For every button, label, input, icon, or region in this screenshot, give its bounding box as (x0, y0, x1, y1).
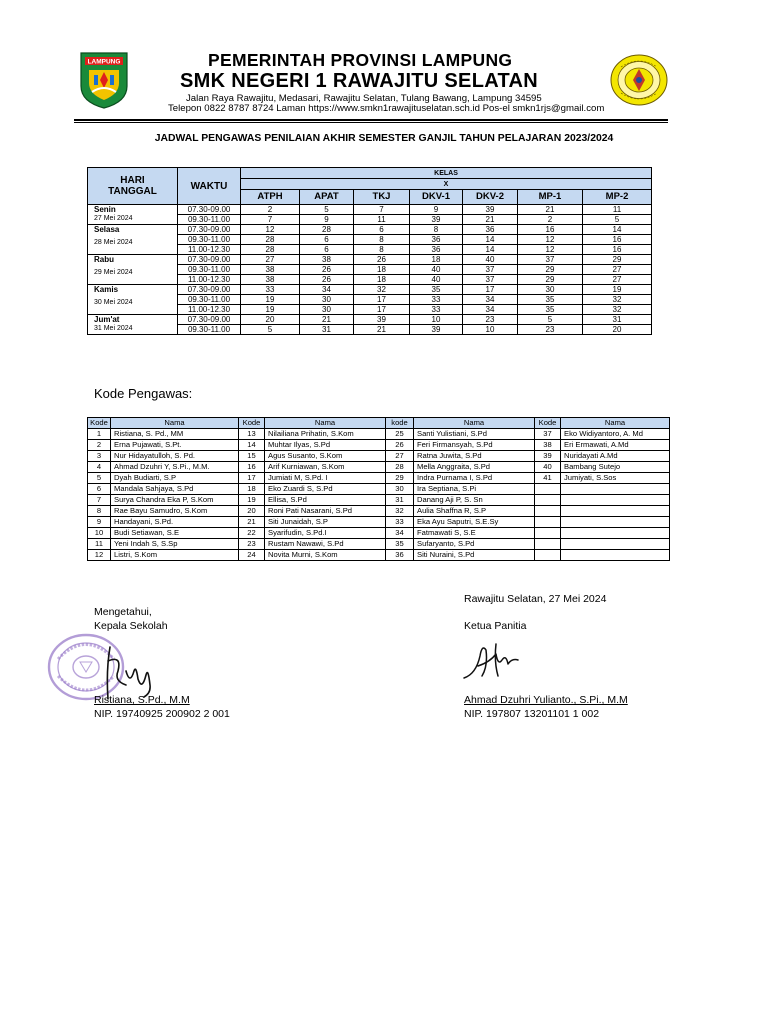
pengawas-name: Surya Chandra Eka P, S.Kom (111, 495, 239, 506)
schedule-body (88, 205, 652, 335)
header-government-name: PEMERINTAH PROVINSI LAMPUNG (208, 50, 513, 70)
code-cell: 30 (300, 305, 354, 315)
time-cell: 09.30-11.00 (178, 325, 241, 335)
pengawas-code: 17 (239, 473, 265, 484)
day-cell (88, 205, 178, 225)
schedule-table (87, 167, 652, 335)
pengawas-name: Nur Hidayatulloh, S. Pd. (111, 451, 239, 462)
pengawas-code: 29 (386, 473, 414, 484)
pengawas-name: Bambang Sutejo (561, 462, 670, 473)
pengawas-code (535, 484, 561, 495)
pengawas-name: Santi Yulistiani, S.Pd (414, 429, 535, 440)
pengawas-name: Jumiati M, S.Pd. I (265, 473, 386, 484)
pengawas-code: 36 (386, 550, 414, 561)
letterhead-rule-thin (74, 122, 668, 123)
pengawas-row (88, 451, 670, 462)
day-date: 28 Mei 2024 (94, 239, 133, 246)
code-cell: 2 (518, 215, 583, 225)
grade-header: X (241, 179, 652, 190)
pengawas-name: Sufaryanto, S.Pd (414, 539, 535, 550)
code-cell: 31 (583, 315, 652, 325)
pengawas-code: 9 (88, 517, 111, 528)
hari-label: HARI (120, 175, 145, 186)
pengawas-row (88, 528, 670, 539)
code-cell: 14 (463, 235, 518, 245)
code-cell: 32 (583, 295, 652, 305)
code-cell: 8 (410, 225, 463, 235)
pengawas-row (88, 429, 670, 440)
class-header-cell: DKV-2 (463, 190, 518, 205)
pengawas-name: Mella Anggraita, S.Pd (414, 462, 535, 473)
pengawas-row (88, 473, 670, 484)
pengawas-code: 2 (88, 440, 111, 451)
code-cell: 38 (241, 265, 300, 275)
pengawas-code: 4 (88, 462, 111, 473)
day-name: Rabu (94, 255, 114, 264)
code-cell: 34 (463, 295, 518, 305)
day-date: 31 Mei 2024 (94, 325, 133, 332)
chair-signature-icon (460, 636, 526, 686)
pengawas-name: Budi Setiawan, S.E (111, 528, 239, 539)
code-cell: 38 (241, 275, 300, 285)
hari-tanggal-header (88, 168, 178, 205)
pengawas-code: 15 (239, 451, 265, 462)
principal-role: Kepala Sekolah (94, 620, 168, 632)
pengawas-code: 19 (239, 495, 265, 506)
document-title: JADWAL PENGAWAS PENILAIAN AKHIR SEMESTER GANJIL TAHUN PELAJARAN 2023/2024 (154, 133, 614, 144)
pengawas-code: 35 (386, 539, 414, 550)
pengawas-name: Eri Ermawati, A.Md (561, 440, 670, 451)
day-name: Senin (94, 205, 116, 214)
time-cell: 09.30-11.00 (178, 235, 241, 245)
code-cell: 5 (518, 315, 583, 325)
pengawas-code (535, 495, 561, 506)
pengawas-code: 5 (88, 473, 111, 484)
svg-text:LAMPUNG: LAMPUNG (87, 58, 121, 66)
code-cell: 32 (583, 305, 652, 315)
code-cell: 21 (518, 205, 583, 215)
pengawas-code (535, 517, 561, 528)
kode-column-header: kode (386, 418, 414, 429)
day-date: 29 Mei 2024 (94, 269, 133, 276)
code-cell: 8 (354, 235, 410, 245)
pengawas-name (561, 528, 670, 539)
time-cell: 07.30-09.00 (178, 315, 241, 325)
tanggal-label: TANGGAL (108, 186, 157, 197)
time-cell: 07.30-09.00 (178, 255, 241, 265)
code-cell: 19 (241, 305, 300, 315)
pengawas-code: 18 (239, 484, 265, 495)
class-header-cell: TKJ (354, 190, 410, 205)
pengawas-code: 11 (88, 539, 111, 550)
code-cell: 17 (354, 305, 410, 315)
code-cell: 9 (410, 205, 463, 215)
code-cell: 18 (354, 275, 410, 285)
pengawas-name: Danang Aji P, S. Sn (414, 495, 535, 506)
pengawas-name: Roni Pati Nasarani, S.Pd (265, 506, 386, 517)
pengawas-code: 31 (386, 495, 414, 506)
pengawas-row (88, 440, 670, 451)
code-cell: 37 (463, 265, 518, 275)
day-date: 27 Mei 2024 (94, 215, 133, 222)
time-cell: 11.00-12.30 (178, 245, 241, 255)
pengawas-name (561, 539, 670, 550)
class-header-cell: APAT (300, 190, 354, 205)
pengawas-name: Ratna Juwita, S.Pd (414, 451, 535, 462)
pengawas-name: Arif Kurniawan, S.Kom (265, 462, 386, 473)
pengawas-code: 14 (239, 440, 265, 451)
pengawas-name: Aulia Shaffna R, S.P (414, 506, 535, 517)
pengawas-code (535, 506, 561, 517)
pengawas-name (561, 517, 670, 528)
header-school-name: SMK NEGERI 1 RAWAJITU SELATAN (180, 70, 538, 92)
pengawas-name: Feri Firmansyah, S.Pd (414, 440, 535, 451)
class-header-cell: ATPH (241, 190, 300, 205)
code-cell: 2 (241, 205, 300, 215)
code-cell: 29 (518, 265, 583, 275)
code-cell: 6 (354, 225, 410, 235)
pengawas-name: Agus Susanto, S.Kom (265, 451, 386, 462)
code-cell: 10 (463, 325, 518, 335)
schedule-row (88, 315, 652, 325)
pengawas-code: 13 (239, 429, 265, 440)
time-cell: 09.30-11.00 (178, 215, 241, 225)
pengawas-name: Ristiana, S. Pd., MM (111, 429, 239, 440)
schedule-row (88, 205, 652, 215)
code-cell: 17 (463, 285, 518, 295)
pengawas-name: Novita Murni, S.Kom (265, 550, 386, 561)
pengawas-code: 21 (239, 517, 265, 528)
pengawas-name: Ira Septiana, S.Pi (414, 484, 535, 495)
pengawas-code: 12 (88, 550, 111, 561)
pengawas-code: 33 (386, 517, 414, 528)
pengawas-name: Eko Widiyantoro, A. Md (561, 429, 670, 440)
day-cell (88, 315, 178, 335)
pengawas-name: Handayani, S.Pd. (111, 517, 239, 528)
pengawas-row (88, 506, 670, 517)
day-cell (88, 255, 178, 285)
pengawas-row (88, 517, 670, 528)
pengawas-name: Ellisa, S.Pd (265, 495, 386, 506)
code-cell: 14 (463, 245, 518, 255)
pengawas-code (535, 528, 561, 539)
pengawas-name: Siti Nuraini, S.Pd (414, 550, 535, 561)
code-cell: 36 (463, 225, 518, 235)
code-cell: 6 (300, 245, 354, 255)
principal-nip: NIP. 19740925 200902 2 001 (94, 708, 230, 720)
pengawas-name: Muhtar Ilyas, S.Pd (265, 440, 386, 451)
code-cell: 39 (410, 215, 463, 225)
pengawas-name (561, 506, 670, 517)
code-cell: 29 (518, 275, 583, 285)
code-cell: 26 (300, 275, 354, 285)
pengawas-code: 39 (535, 451, 561, 462)
code-cell: 9 (300, 215, 354, 225)
committee-chair-role: Ketua Panitia (464, 620, 527, 632)
pengawas-code: 38 (535, 440, 561, 451)
nama-column-header: Nama (414, 418, 535, 429)
code-cell: 18 (354, 265, 410, 275)
code-cell: 12 (518, 245, 583, 255)
time-cell: 09.30-11.00 (178, 295, 241, 305)
pengawas-name: Nuridayati A.Md (561, 451, 670, 462)
header-contact: Telepon 0822 8787 8724 Laman https://www.smkn1rawajituselatan.sch.id Pos-el smkn1rjs@gmail.com (168, 103, 605, 114)
pengawas-code: 8 (88, 506, 111, 517)
pengawas-code: 25 (386, 429, 414, 440)
code-cell: 19 (241, 295, 300, 305)
code-cell: 18 (410, 255, 463, 265)
pengawas-row (88, 484, 670, 495)
pengawas-name: Siti Junaidah, S.P (265, 517, 386, 528)
pengawas-code: 20 (239, 506, 265, 517)
pengawas-code (535, 539, 561, 550)
pengawas-name: Erna Pujawati, S.Pt. (111, 440, 239, 451)
pengawas-name (561, 484, 670, 495)
kode-pengawas-title: Kode Pengawas: (94, 386, 193, 401)
code-cell: 12 (241, 225, 300, 235)
pengawas-code (535, 550, 561, 561)
code-cell: 7 (241, 215, 300, 225)
code-cell: 19 (583, 285, 652, 295)
code-cell: 35 (410, 285, 463, 295)
code-cell: 27 (241, 255, 300, 265)
code-cell: 27 (583, 275, 652, 285)
code-cell: 35 (518, 295, 583, 305)
code-cell: 28 (241, 235, 300, 245)
pengawas-name: Rae Bayu Samudro, S.Kom (111, 506, 239, 517)
code-cell: 11 (583, 205, 652, 215)
class-header-cell: MP-1 (518, 190, 583, 205)
pengawas-code: 7 (88, 495, 111, 506)
day-name: Kamis (94, 285, 119, 294)
time-cell: 11.00-12.30 (178, 275, 241, 285)
code-cell: 10 (410, 315, 463, 325)
time-cell: 07.30-09.00 (178, 205, 241, 215)
pengawas-header-row (88, 418, 670, 429)
pengawas-name: Dyah Budiarti, S.P (111, 473, 239, 484)
day-name: Selasa (94, 225, 120, 234)
acknowledged-label: Mengetahui, (94, 606, 152, 618)
code-cell: 39 (410, 325, 463, 335)
pengawas-name: Fatmawati S, S.E (414, 528, 535, 539)
nama-column-header: Nama (265, 418, 386, 429)
code-cell: 31 (300, 325, 354, 335)
code-cell: 40 (463, 255, 518, 265)
code-cell: 27 (583, 265, 652, 275)
code-cell: 33 (410, 305, 463, 315)
pengawas-code: 16 (239, 462, 265, 473)
code-cell: 11 (354, 215, 410, 225)
code-cell: 5 (241, 325, 300, 335)
class-header-cell: DKV-1 (410, 190, 463, 205)
code-cell: 33 (410, 295, 463, 305)
code-cell: 12 (518, 235, 583, 245)
code-cell: 28 (241, 245, 300, 255)
pengawas-code: 41 (535, 473, 561, 484)
code-cell: 16 (518, 225, 583, 235)
pengawas-body (88, 429, 670, 561)
pengawas-code: 22 (239, 528, 265, 539)
pengawas-name: Yeni Indah S, S.Sp (111, 539, 239, 550)
day-name: Jum'at (94, 315, 120, 324)
pengawas-code: 30 (386, 484, 414, 495)
pengawas-name: Eka Ayu Saputri, S.E.Sy (414, 517, 535, 528)
code-cell: 34 (300, 285, 354, 295)
time-cell: 09.30-11.00 (178, 265, 241, 275)
code-cell: 30 (300, 295, 354, 305)
pengawas-name: Jumiyati, S.Sos (561, 473, 670, 484)
pengawas-code: 1 (88, 429, 111, 440)
pengawas-row (88, 539, 670, 550)
pengawas-name: Mandala Sahjaya, S.Pd (111, 484, 239, 495)
pengawas-code: 10 (88, 528, 111, 539)
code-cell: 16 (583, 245, 652, 255)
pengawas-code: 37 (535, 429, 561, 440)
header-address: Jalan Raya Rawajitu, Medasari, Rawajitu Selatan, Tulang Bawang, Lampung 34595 (186, 93, 542, 104)
nama-column-header: Nama (111, 418, 239, 429)
pengawas-code: 40 (535, 462, 561, 473)
pengawas-code: 23 (239, 539, 265, 550)
day-cell (88, 285, 178, 315)
code-cell: 39 (354, 315, 410, 325)
pengawas-name: Syarifudin, S.Pd.I (265, 528, 386, 539)
pengawas-name: Listri, S.Kom (111, 550, 239, 561)
code-cell: 32 (354, 285, 410, 295)
time-cell: 07.30-09.00 (178, 285, 241, 295)
code-cell: 39 (463, 205, 518, 215)
pengawas-code: 26 (386, 440, 414, 451)
code-cell: 5 (583, 215, 652, 225)
waktu-header: WAKTU (178, 168, 241, 205)
code-cell: 7 (354, 205, 410, 215)
class-header-cell: MP-2 (583, 190, 652, 205)
code-cell: 5 (300, 205, 354, 215)
pengawas-name: Indra Purnama I, S.Pd (414, 473, 535, 484)
code-cell: 8 (354, 245, 410, 255)
code-cell: 16 (583, 235, 652, 245)
letterhead-rule-thick (74, 119, 668, 121)
place-date: Rawajitu Selatan, 27 Mei 2024 (464, 593, 607, 605)
pengawas-name (561, 495, 670, 506)
code-cell: 40 (410, 275, 463, 285)
code-cell: 26 (354, 255, 410, 265)
code-cell: 34 (463, 305, 518, 315)
code-cell: 38 (300, 255, 354, 265)
pengawas-name: Ahmad Dzuhri Y, S.Pi., M.M. (111, 462, 239, 473)
code-cell: 33 (241, 285, 300, 295)
pengawas-name: Rustam Nawawi, S.Pd (265, 539, 386, 550)
code-cell: 30 (518, 285, 583, 295)
code-cell: 29 (583, 255, 652, 265)
pengawas-name: Nilailiana Prihatin, S.Kom (265, 429, 386, 440)
code-cell: 26 (300, 265, 354, 275)
pengawas-table (87, 417, 670, 561)
kode-column-header: Kode (535, 418, 561, 429)
code-cell: 17 (354, 295, 410, 305)
time-cell: 11.00-12.30 (178, 305, 241, 315)
schedule-row (88, 255, 652, 265)
code-cell: 23 (518, 325, 583, 335)
code-cell: 20 (583, 325, 652, 335)
chair-name: Ahmad Dzuhri Yulianto., S.Pi., M.M (464, 694, 628, 706)
kelas-header: KELAS (241, 168, 652, 179)
code-cell: 14 (583, 225, 652, 235)
day-date: 30 Mei 2024 (94, 299, 133, 306)
school-emblem-icon (609, 53, 669, 107)
code-cell: 40 (410, 265, 463, 275)
pengawas-code: 27 (386, 451, 414, 462)
lampung-province-emblem-icon (78, 50, 130, 110)
code-cell: 6 (300, 235, 354, 245)
code-cell: 37 (463, 275, 518, 285)
code-cell: 20 (241, 315, 300, 325)
pengawas-code: 32 (386, 506, 414, 517)
nama-column-header: Nama (561, 418, 670, 429)
code-cell: 23 (463, 315, 518, 325)
code-cell: 36 (410, 235, 463, 245)
code-cell: 36 (410, 245, 463, 255)
schedule-row (88, 225, 652, 235)
kode-column-header: Kode (88, 418, 111, 429)
principal-name: Ristiana, S.Pd., M.M (94, 694, 190, 706)
pengawas-row (88, 550, 670, 561)
code-cell: 35 (518, 305, 583, 315)
chair-nip: NIP. 197807 13201101 1 002 (464, 708, 600, 720)
pengawas-code: 6 (88, 484, 111, 495)
pengawas-row (88, 462, 670, 473)
code-cell: 28 (300, 225, 354, 235)
pengawas-row (88, 495, 670, 506)
code-cell: 21 (354, 325, 410, 335)
schedule-row (88, 285, 652, 295)
time-cell: 07.30-09.00 (178, 225, 241, 235)
pengawas-name (561, 550, 670, 561)
kode-column-header: Kode (239, 418, 265, 429)
pengawas-code: 34 (386, 528, 414, 539)
code-cell: 21 (463, 215, 518, 225)
pengawas-code: 28 (386, 462, 414, 473)
pengawas-name: Eko Zuardi S, S.Pd (265, 484, 386, 495)
code-cell: 37 (518, 255, 583, 265)
pengawas-code: 24 (239, 550, 265, 561)
day-cell (88, 225, 178, 255)
pengawas-code: 3 (88, 451, 111, 462)
code-cell: 21 (300, 315, 354, 325)
